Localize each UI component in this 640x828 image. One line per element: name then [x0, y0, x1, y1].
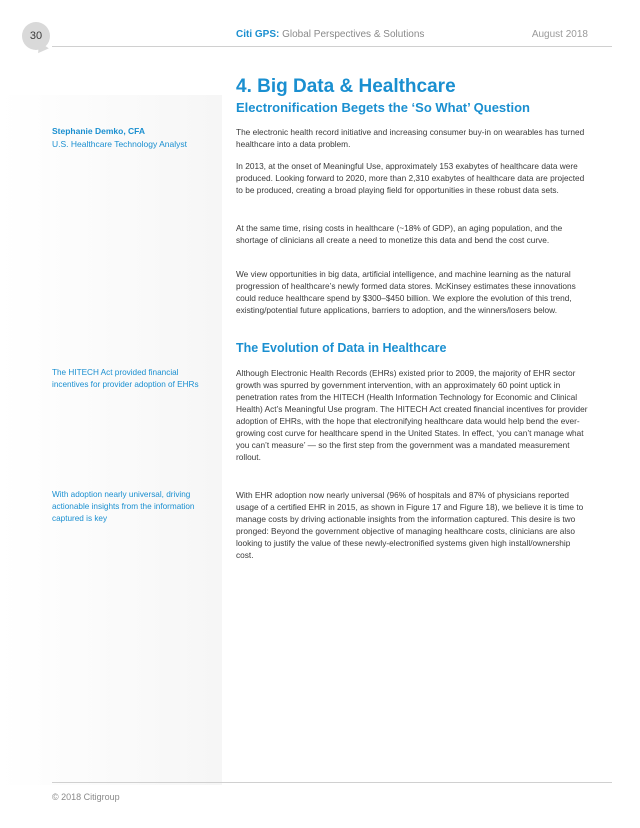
- header-divider: [52, 46, 612, 47]
- side-note: The HITECH Act provided financial incentives for provider adoption of EHRs: [52, 368, 199, 389]
- footer-copyright: © 2018 Citigroup: [52, 792, 120, 802]
- sidebar-background: [0, 95, 222, 785]
- header-brand: Citi GPS:: [236, 29, 280, 40]
- author-role: U.S. Healthcare Technology Analyst: [52, 139, 187, 149]
- footer-divider: [52, 782, 612, 783]
- page-number-badge: 30: [22, 22, 50, 50]
- header-title-text: Global Perspectives & Solutions: [282, 29, 425, 40]
- body-paragraph: In 2013, at the onset of Meaningful Use, approximately 153 exabytes of healthcare data were produced. Looking forward to 2020, more than 2,310 exabytes of healthcare data are projected to be produced, creating a broad playing field for opportunities in these robust data sets.: [236, 161, 585, 195]
- side-note: With adoption nearly universal, driving actionable insights from the information captured is key: [52, 490, 195, 523]
- chapter-title: 4. Big Data & Healthcare: [236, 76, 456, 97]
- section-heading: The Evolution of Data in Healthcare: [236, 341, 447, 355]
- header-date: August 2018: [531, 29, 588, 40]
- body-paragraph: With EHR adoption now nearly universal (96% of hospitals and 87% of physicians reported usage of a certified EHR in 2015, as shown in Figure 17 and Figure 18), we believe it is time to manage costs by driving actionable insights from the information captured. This desire is two pronged: Beyond the government objective of managing healthcare costs, clinicians are also looking to justify the value of these newly-electronified systems given high install/ownership cost.: [236, 490, 584, 560]
- running-header: [236, 29, 424, 40]
- body-paragraph: The electronic health record initiative and increasing consumer buy-in on wearables has turned healthcare into a data problem.: [236, 127, 585, 149]
- body-paragraph: At the same time, rising costs in healthcare (~18% of GDP), an aging population, and the shortage of clinicians all create a need to monetize this data and bend the cost curve.: [236, 223, 563, 245]
- chapter-subtitle: Electronification Begets the ‘So What’ Question: [236, 100, 530, 115]
- body-paragraph: Although Electronic Health Records (EHRs) existed prior to 2009, the majority of EHR sector growth was spurred by government intervention, with an approximately 60 point uptick in penetration rates from the HITECH (Health Information Technology for Economic and Clinical Health) Act’s Meaningful Use program. The HITECH Act created financial incentives for provider adoption of EHRs, with the hope that electronifying healthcare data would help bend the ever-growing cost curve for healthcare spend in the United States. In effect, ‘you can’t manage what you can’t measure’ — so the first step from the government was a mandated measurement rollout.: [236, 368, 588, 462]
- author-name: Stephanie Demko, CFA: [52, 126, 146, 136]
- body-paragraph: We view opportunities in big data, artificial intelligence, and machine learning as the natural progression of healthcare’s newly formed data stores. McKinsey estimates these innovations could reduce healthcare spend by $300–$450 billion. We explore the evolution of this trend, existing/potential future applications, barriers to adoption, and the winners/losers below.: [236, 269, 576, 315]
